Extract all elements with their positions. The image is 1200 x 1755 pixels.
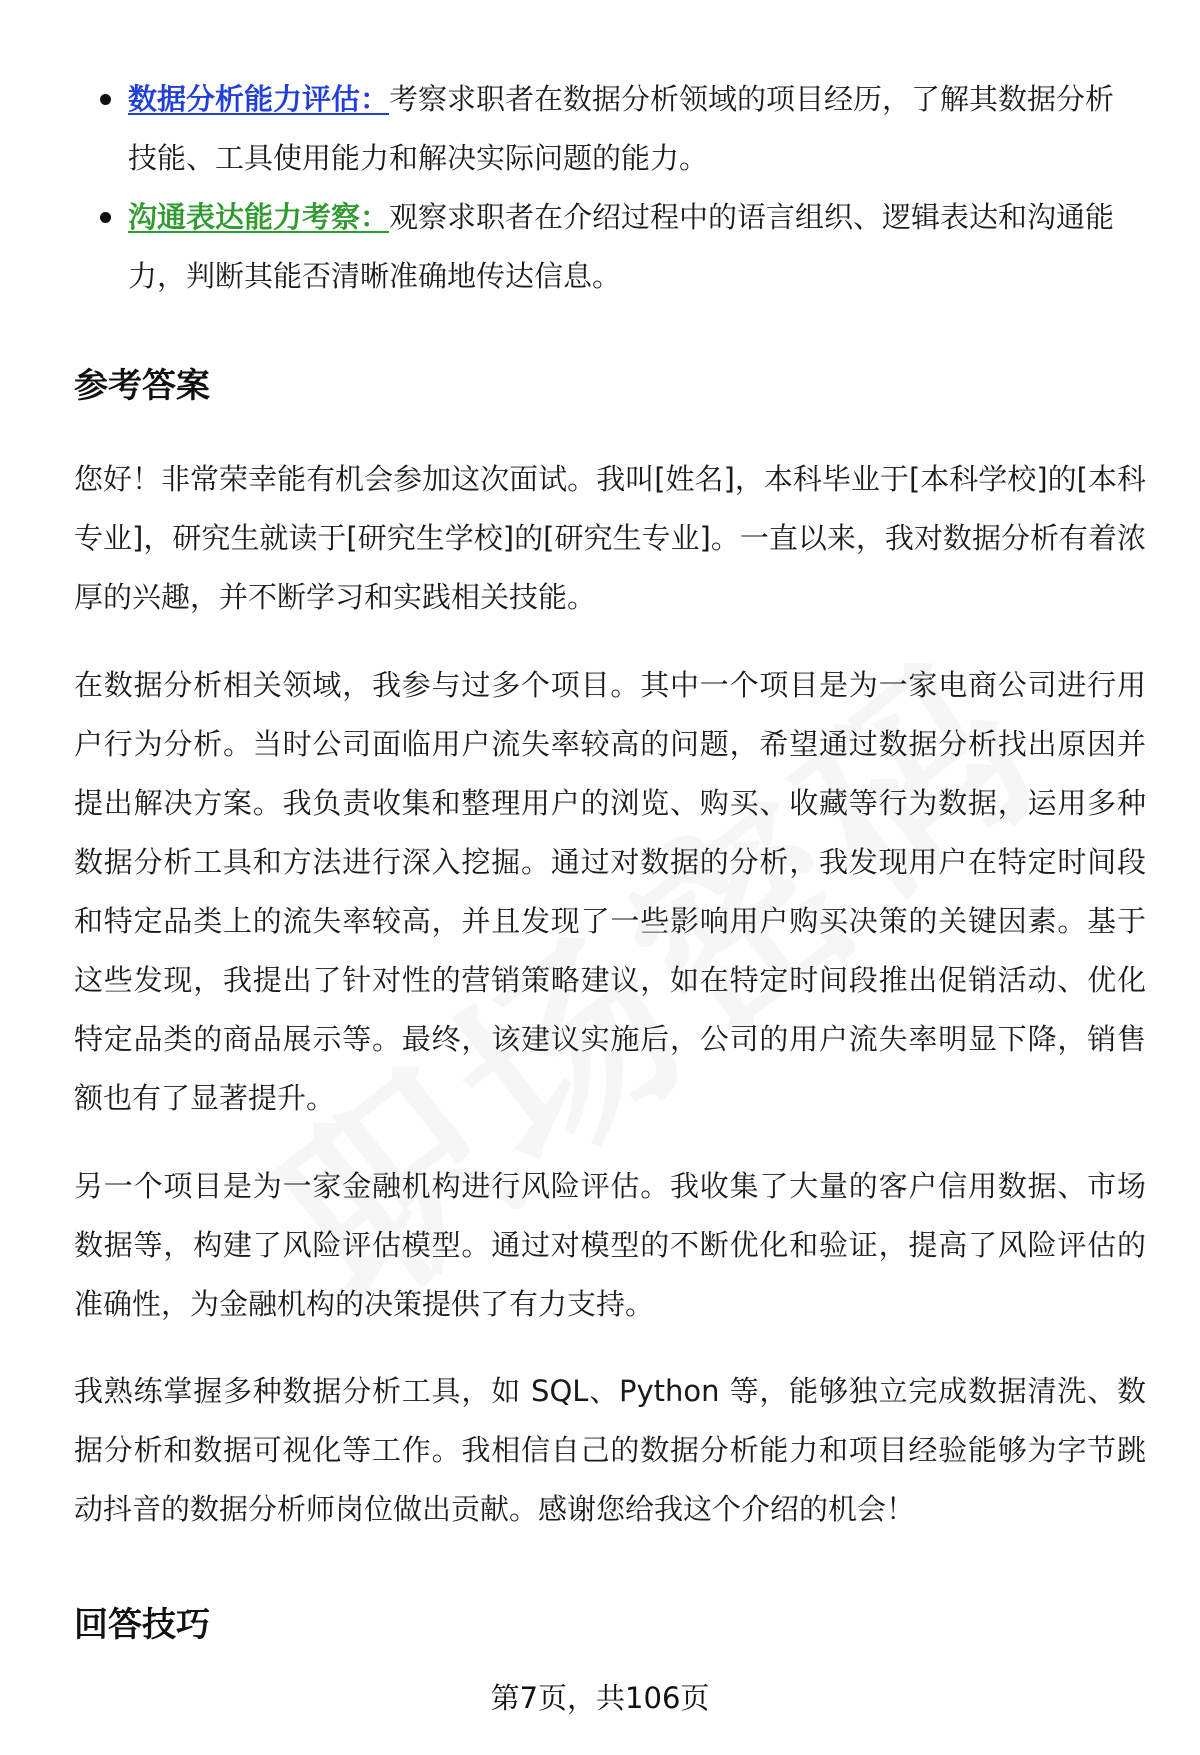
criteria-label[interactable]: 数据分析能力评估： <box>128 82 390 116</box>
criteria-text: 考察求职者在数据分析领域的项目经历，了解其数据分析技能、工具使用能力和解决实际问题的能力。 <box>128 82 1115 175</box>
answer-paragraph: 在数据分析相关领域，我参与过多个项目。其中一个项目是为一家电商公司进行用户行为分析。当时公司面临用户流失率较高的问题，希望通过数据分析找出原因并提出解决方案。我负责收集和整理用户的浏览、购买、收藏等行为数据，运用多种数据分析工具和方法进行深入挖掘。通过对数据的分析，我发现用户在特定时间段和特定品类上的流失率较高，并且发现了一些影响用户购买决策的关键因素。基于这些发现，我提出了针对性的营销策略建议，如在特定时间段推出促销活动、优化特定品类的商品展示等。最终，该建议实施后，公司的用户流失率明显下降，销售额也有了显著提升。 <box>74 668 1146 1115</box>
criteria-label[interactable]: 沟通表达能力考察： <box>128 200 390 234</box>
criteria-list <box>100 70 1140 306</box>
answer-paragraph: 另一个项目是为一家金融机构进行风险评估。我收集了大量的客户信用数据、市场数据等，构建了风险评估模型。通过对模型的不断优化和验证，提高了风险评估的准确性，为金融机构的决策提供了有力支持。 <box>74 1169 1146 1321</box>
answer-paragraph: 您好！非常荣幸能有机会参加这次面试。我叫[姓名]，本科毕业于[本科学校]的[本科专业]，研究生就读于[研究生学校]的[研究生专业]。一直以来，我对数据分析有着浓厚的兴趣，并不断学习和实践相关技能。 <box>74 462 1146 614</box>
bullet-icon <box>100 94 111 105</box>
list-item <box>100 188 1140 306</box>
section-heading-reference: 参考答案 <box>74 366 210 406</box>
answer-paragraph: 我熟练掌握多种数据分析工具，如 SQL、Python 等，能够独立完成数据清洗、数据分析和数据可视化等工作。我相信自己的数据分析能力和项目经验能够为字节跳动抖音的数据分析师岗位做出贡献。感谢您给我这个介绍的机会！ <box>74 1374 1146 1526</box>
criteria-text: 观察求职者在介绍过程中的语言组织、逻辑表达和沟通能力，判断其能否清晰准确地传达信息。 <box>128 200 1115 293</box>
bullet-icon <box>100 212 111 223</box>
section-heading-tips: 回答技巧 <box>74 1605 210 1645</box>
list-item <box>100 70 1140 188</box>
page-number: 第7页，共106页 <box>490 1681 710 1715</box>
